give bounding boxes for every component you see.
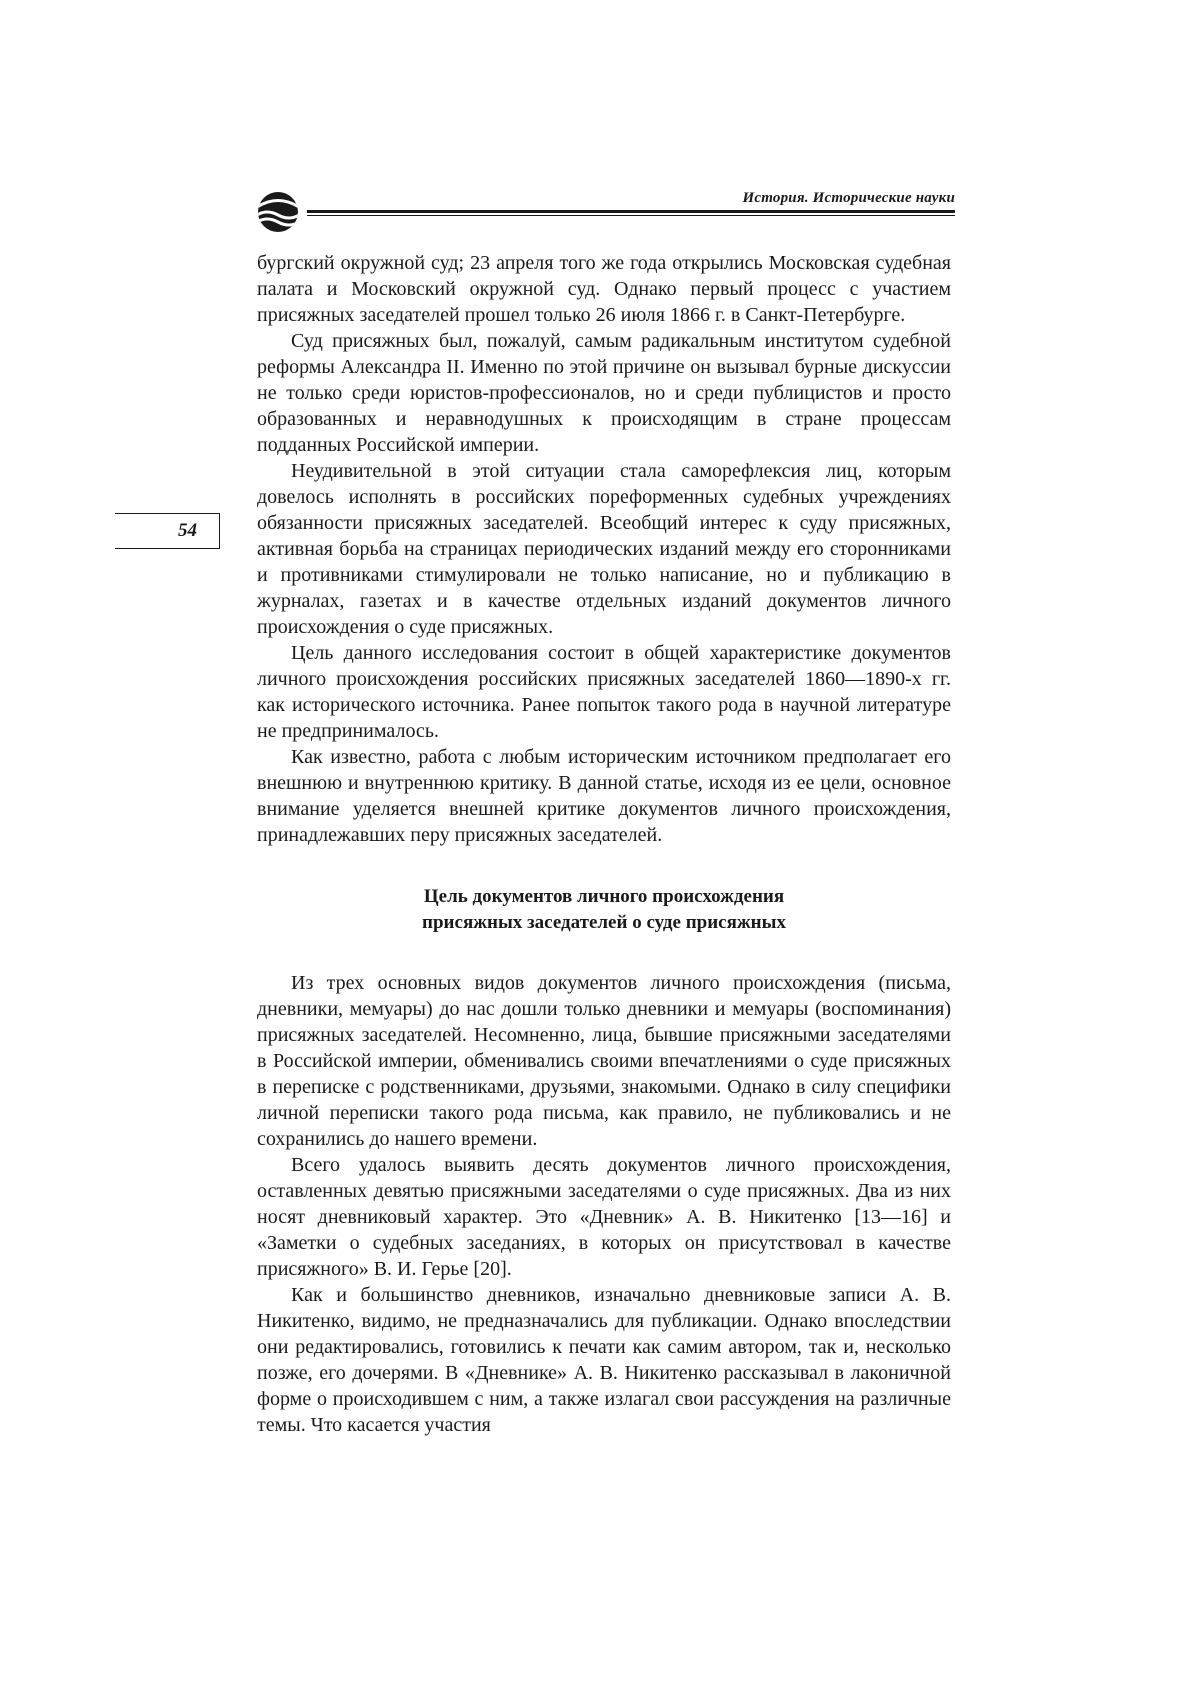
journal-logo-icon <box>255 190 301 234</box>
header-rule-thin <box>307 215 955 216</box>
paragraph: Как и большинство дневников, изначально дневниковые записи А. В. Никитенко, видимо, не предназначались для публикации. Однако впоследствии они редактировались, готовились к печати как самим автором, так и, несколько позже, его дочерями. В «Дневнике» А. В. Никитенко рассказывал в лаконичной форме о происходившем с ним, а также излагал свои рассуждения на различные темы. Что касается участия <box>257 1284 951 1436</box>
running-header <box>255 186 955 236</box>
paragraph: Цель данного исследования состоит в общей характеристике документов личного происхождения российских присяжных заседателей 1860—1890-х гг. как исторического источника. Ранее попыток такого рода в научной литературе не предпринималось. <box>257 642 951 742</box>
paragraph: Как известно, работа с любым историческим источником предполагает его внешнюю и внутреннюю критику. В данной статье, исходя из ее цели, основное внимание уделяется внешней критике документов личного происхождения, принадлежавших перу присяжных заседателей. <box>257 746 951 846</box>
section-heading <box>257 884 951 936</box>
paragraph: Суд присяжных был, пожалуй, самым радикальным институтом судебной реформы Александра II. Именно по этой причине он вызывал бурные дискуссии не только среди юристов-профессионалов, но и среди публицистов и просто образованных и неравнодушных к происходящим в стране процессам подданных Российской империи. <box>257 330 951 456</box>
section-heading-line: присяжных заседателей о суде присяжных <box>422 912 786 933</box>
header-rule-thick <box>307 210 955 213</box>
journal-section-title: История. Исторические науки <box>742 190 955 206</box>
paragraph: бургский окружной суд; 23 апреля того же года открылись Московская судебная палата и Московский окружной суд. Однако первый процесс с участием присяжных заседателей прошел только 26 июля 1866 г. в Санкт-Петербурге. <box>257 252 951 326</box>
paragraph: Всего удалось выявить десять документов личного происхождения, оставленных девятью присяжными заседателями о суде присяжных. Два из них носят дневниковый характер. Это «Дневник» А. В. Никитенко [13—16] и «Заметки о судебных заседаниях, в которых он присутствовал в качестве присяжного» В. И. Герье [20]. <box>257 1154 951 1280</box>
section-heading-line: Цель документов личного происхождения <box>423 886 785 907</box>
page-number-box <box>115 513 220 549</box>
paragraph: Неудивительной в этой ситуации стала саморефлексия лиц, которым довелось исполнять в российских пореформенных судебных учреждениях обязанности присяжных заседателей. Всеобщий интерес к суду присяжных, активная борьба на страницах периодических изданий между его сторонниками и противниками стимулировали не только написание, но и публикацию в журналах, газетах и в качестве отдельных изданий документов личного происхождения о суде присяжных. <box>257 460 951 638</box>
paragraph: Из трех основных видов документов личного происхождения (письма, дневники, мемуары) до нас дошли только дневники и мемуары (воспоминания) присяжных заседателей. Несомненно, лица, бывшие присяжными заседателями в Российской империи, обменивались своими впечатлениями о суде присяжных в переписке с родственниками, друзьями, знакомыми. Однако в силу специфики личной переписки такого рода письма, как правило, не публиковались и не сохранились до нашего времени. <box>257 972 951 1150</box>
body-text <box>257 250 951 1438</box>
page-number: 54 <box>178 520 197 541</box>
